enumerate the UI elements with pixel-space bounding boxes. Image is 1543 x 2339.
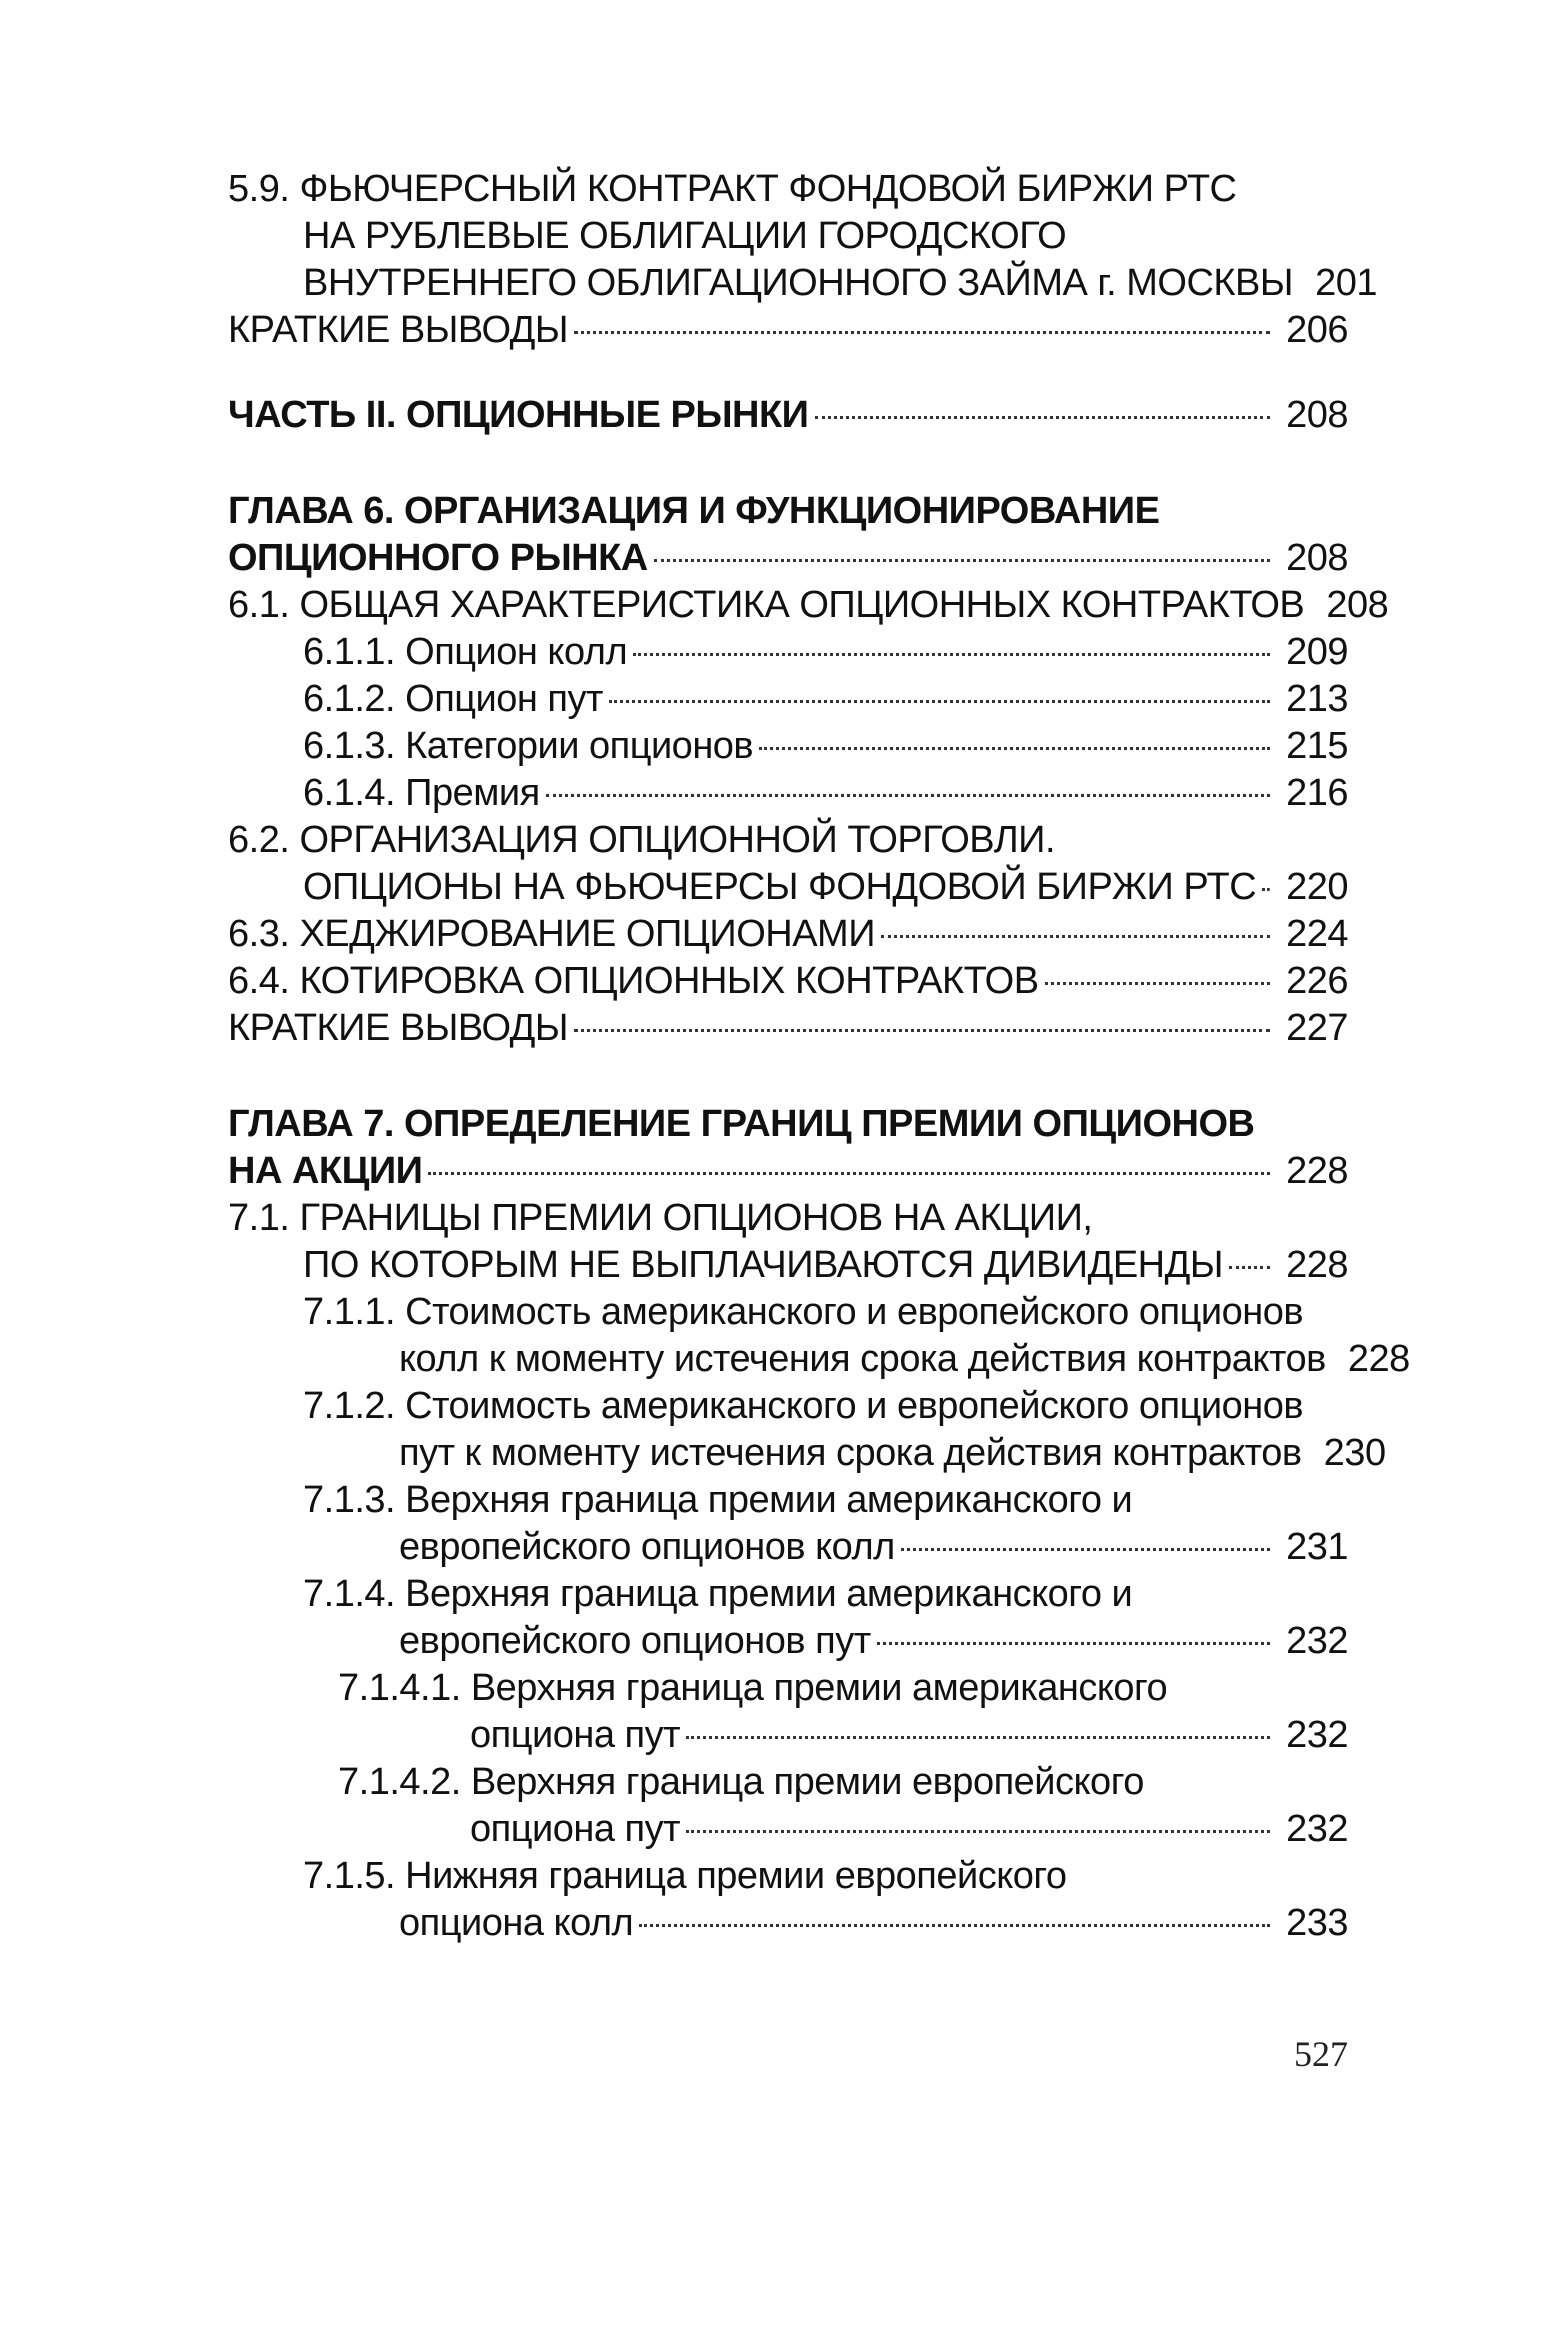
toc-page-number: 209: [1286, 631, 1348, 673]
toc-text: НА АКЦИИ: [228, 1150, 423, 1192]
toc-page-number: 232: [1286, 1620, 1348, 1662]
toc-entry-5-9-line3[interactable]: [228, 260, 1378, 307]
dot-leader: [574, 1017, 1270, 1032]
toc-text: опциона пут: [470, 1714, 680, 1756]
toc-entry-7-1-2-line1: [228, 1383, 1348, 1430]
toc-entry-7-1-4-line2[interactable]: [228, 1618, 1348, 1665]
toc-text: ОПЦИОННОГО РЫНКА: [228, 537, 648, 579]
toc-text: ГЛАВА 7. ОПРЕДЕЛЕНИЕ ГРАНИЦ ПРЕМИИ ОПЦИОНОВ: [228, 1103, 1255, 1145]
toc-text: европейского опционов колл: [399, 1526, 895, 1568]
dot-leader: [633, 641, 1270, 656]
toc-entry-6-4[interactable]: [228, 958, 1348, 1005]
toc-text: ОПЦИОНЫ НА ФЬЮЧЕРСЫ ФОНДОВОЙ БИРЖИ РТС: [303, 866, 1257, 908]
toc-text: 7.1.4. Верхняя граница премии американского и: [303, 1573, 1133, 1615]
toc-entry-chapter-7-line1: [228, 1101, 1348, 1148]
toc-entry-6-1-1[interactable]: [228, 629, 1348, 676]
toc-entry-7-1-3-line2[interactable]: [228, 1524, 1348, 1571]
toc-text: КРАТКИЕ ВЫВОДЫ: [228, 1007, 569, 1049]
toc-entry-6-2-line2[interactable]: [228, 864, 1348, 911]
toc-entry-chapter-6-line1: [228, 488, 1348, 535]
dot-leader: [759, 735, 1270, 750]
dot-leader: [877, 1630, 1270, 1645]
dot-leader: [428, 1160, 1270, 1175]
toc-entry-summary-6[interactable]: [228, 1005, 1348, 1052]
toc-entry-summary-5[interactable]: [228, 307, 1348, 354]
toc-text: 6.3. ХЕДЖИРОВАНИЕ ОПЦИОНАМИ: [228, 913, 876, 955]
toc-page-number: 208: [1286, 394, 1348, 436]
toc-entry-7-1-1-line1: [228, 1289, 1348, 1336]
toc-text: 6.1. ОБЩАЯ ХАРАКТЕРИСТИКА ОПЦИОННЫХ КОНТРАКТОВ: [228, 584, 1305, 626]
toc-text: КРАТКИЕ ВЫВОДЫ: [228, 309, 569, 351]
toc-page-number: 226: [1286, 960, 1348, 1002]
toc-entry-7-1-4-2-line2[interactable]: [228, 1806, 1348, 1853]
dot-leader: [686, 1818, 1270, 1833]
toc-entry-6-1-4[interactable]: [228, 770, 1348, 817]
toc-page-number: 232: [1286, 1808, 1348, 1850]
dot-leader: [609, 688, 1270, 703]
dot-leader: [815, 404, 1271, 419]
toc-text: ВНУТРЕННЕГО ОБЛИГАЦИОННОГО ЗАЙМА г. МОСКВЫ: [303, 262, 1294, 304]
toc-text: 6.4. КОТИРОВКА ОПЦИОННЫХ КОНТРАКТОВ: [228, 960, 1039, 1002]
toc-entry-6-1-3[interactable]: [228, 723, 1348, 770]
dot-leader: [1045, 970, 1270, 985]
toc-page-number: 233: [1286, 1902, 1348, 1944]
toc-page-number: 208: [1286, 537, 1348, 579]
dot-leader: [574, 319, 1270, 334]
dot-leader: [546, 782, 1270, 797]
toc-page-number: 216: [1286, 772, 1348, 814]
toc-entry-part-2[interactable]: [228, 392, 1348, 439]
toc-page-number: 228: [1286, 1150, 1348, 1192]
toc-entry-7-1-4-2-line1: [228, 1759, 1348, 1806]
toc-text: колл к моменту истечения срока действия контрактов: [399, 1338, 1326, 1380]
dot-leader: [686, 1724, 1270, 1739]
toc-page-number: 231: [1286, 1526, 1348, 1568]
toc-entry-5-9-line1: [228, 166, 1348, 213]
toc-text: 6.1.3. Категории опционов: [303, 725, 754, 767]
toc-page-number: 206: [1286, 309, 1348, 351]
toc-entry-7-1-4-1-line2[interactable]: [228, 1712, 1348, 1759]
table-of-contents: [228, 166, 1410, 1947]
toc-page-number: 230: [1323, 1432, 1386, 1474]
toc-page-number: 228: [1286, 1244, 1348, 1286]
dot-leader: [1229, 1254, 1270, 1269]
dot-leader: [901, 1536, 1270, 1551]
toc-text: 6.1.4. Премия: [303, 772, 540, 814]
toc-entry-7-1-4-line1: [228, 1571, 1348, 1618]
toc-entry-5-9-line2: [228, 213, 1348, 260]
toc-text: 7.1.5. Нижняя граница премии европейского: [303, 1855, 1067, 1897]
toc-page-number: 201: [1315, 262, 1378, 304]
toc-text: 7.1.1. Стоимость американского и европейского опционов: [303, 1291, 1304, 1333]
toc-text: 7.1.3. Верхняя граница премии американского и: [303, 1479, 1133, 1521]
toc-page-number: 232: [1286, 1714, 1348, 1756]
toc-text: 7.1.4.1. Верхняя граница премии американского: [338, 1667, 1168, 1709]
toc-page-number: 228: [1347, 1338, 1410, 1380]
toc-entry-7-1-1-line2[interactable]: [228, 1336, 1410, 1383]
toc-text: 5.9. ФЬЮЧЕРСНЫЙ КОНТРАКТ ФОНДОВОЙ БИРЖИ РТС: [228, 168, 1237, 210]
toc-entry-6-1-2[interactable]: [228, 676, 1348, 723]
toc-text: 7.1.4.2. Верхняя граница премии европейского: [338, 1761, 1144, 1803]
toc-entry-7-1-line1: [228, 1195, 1348, 1242]
toc-entry-7-1-4-1-line1: [228, 1665, 1348, 1712]
dot-leader: [654, 547, 1270, 562]
dot-leader: [1262, 876, 1270, 891]
toc-entry-7-1-5-line1: [228, 1853, 1348, 1900]
toc-text: ГЛАВА 6. ОРГАНИЗАЦИЯ И ФУНКЦИОНИРОВАНИЕ: [228, 490, 1160, 532]
toc-page-number: 220: [1286, 866, 1348, 908]
dot-leader: [881, 923, 1270, 938]
toc-text: 7.1.2. Стоимость американского и европейского опционов: [303, 1385, 1304, 1427]
toc-text: ПО КОТОРЫМ НЕ ВЫПЛАЧИВАЮТСЯ ДИВИДЕНДЫ: [303, 1244, 1223, 1286]
toc-text: НА РУБЛЕВЫЕ ОБЛИГАЦИИ ГОРОДСКОГО: [303, 215, 1067, 257]
toc-entry-7-1-2-line2[interactable]: [228, 1430, 1386, 1477]
toc-page-number: 208: [1326, 584, 1389, 626]
toc-entry-chapter-6-line2[interactable]: [228, 535, 1348, 582]
toc-entry-7-1-line2[interactable]: [228, 1242, 1348, 1289]
toc-text: опциона пут: [470, 1808, 680, 1850]
toc-text: пут к моменту истечения срока действия контрактов: [399, 1432, 1302, 1474]
dot-leader: [639, 1912, 1270, 1927]
toc-text: 6.1.1. Опцион колл: [303, 631, 628, 673]
toc-entry-6-2-line1: [228, 817, 1348, 864]
toc-entry-7-1-5-line2[interactable]: [228, 1900, 1348, 1947]
toc-page-number: 215: [1286, 725, 1348, 767]
toc-text: 6.2. ОРГАНИЗАЦИЯ ОПЦИОННОЙ ТОРГОВЛИ.: [228, 819, 1055, 861]
toc-entry-6-1[interactable]: [228, 582, 1389, 629]
toc-page-number: 224: [1286, 913, 1348, 955]
toc-text: 7.1. ГРАНИЦЫ ПРЕМИИ ОПЦИОНОВ НА АКЦИИ,: [228, 1197, 1093, 1239]
toc-text: опциона колл: [399, 1902, 634, 1944]
toc-page-number: 227: [1286, 1007, 1348, 1049]
toc-text: 6.1.2. Опцион пут: [303, 678, 603, 720]
page-number: 527: [1294, 2034, 1348, 2074]
toc-text: ЧАСТЬ II. ОПЦИОННЫЕ РЫНКИ: [228, 394, 809, 436]
toc-entry-6-3[interactable]: [228, 911, 1348, 958]
toc-page-number: 213: [1286, 678, 1348, 720]
toc-entry-7-1-3-line1: [228, 1477, 1348, 1524]
toc-text: европейского опционов пут: [399, 1620, 871, 1662]
toc-entry-chapter-7-line2[interactable]: [228, 1148, 1348, 1195]
